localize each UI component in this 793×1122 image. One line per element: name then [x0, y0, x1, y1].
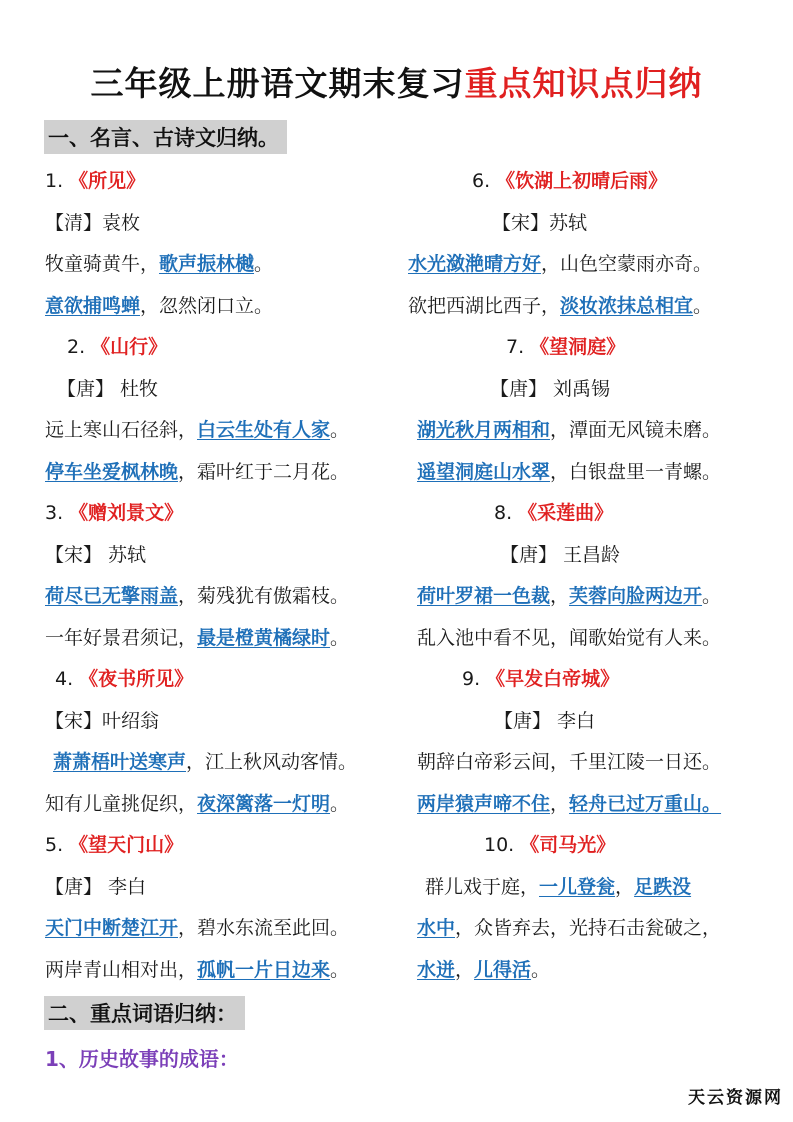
verse-text: 欲把西湖比西子，	[408, 294, 561, 317]
poem-title: 《司马光》	[520, 834, 616, 856]
verse-text: 远上寒山石径斜，	[45, 419, 198, 441]
poem-verse-line	[45, 627, 349, 650]
poem-author: 【唐】 王昌龄	[500, 543, 621, 566]
verse-text: 。	[693, 294, 713, 317]
poem-title: 《早发白帝城》	[486, 668, 620, 690]
highlighted-verse: 最是橙黄橘绿时	[197, 626, 331, 649]
highlighted-verse: 意欲捕鸣蝉	[45, 294, 141, 317]
verse-text: ，江上秋风动客情。	[186, 751, 358, 773]
poem-title-line	[472, 170, 667, 193]
highlighted-verse: 孤帆一片日边来	[197, 958, 331, 981]
poem-verse-line	[45, 253, 273, 276]
verse-text: 一年好景君须记，	[45, 626, 198, 649]
poem-verse-line	[417, 461, 721, 484]
verse-text: ，白银盘里一青螺。	[550, 460, 722, 483]
poem-title: 《夜书所见》	[79, 668, 194, 690]
verse-text: 。	[531, 958, 551, 981]
poem-author: 【唐】 刘禹锡	[490, 377, 611, 400]
poem-title: 《山行》	[91, 336, 168, 358]
poem-author: 【清】袁枚	[45, 211, 141, 234]
poem-title-line	[45, 170, 145, 193]
poem-title-line	[45, 834, 183, 857]
poem-verse-line	[417, 585, 721, 608]
highlighted-verse: 儿得活	[474, 958, 532, 981]
verse-text: ，菊残犹有傲霜枝。	[178, 585, 350, 607]
poem-verse-line	[408, 253, 712, 276]
poem-author: 【唐】 李白	[45, 875, 147, 898]
poem-verse-line	[417, 627, 721, 650]
poem-verse-line	[417, 419, 721, 442]
verse-text: 牧童骑黄牛，	[45, 253, 160, 275]
poem-title: 《采莲曲》	[518, 502, 614, 524]
section-heading-poems: 一、名言、古诗文归纳。	[44, 120, 287, 154]
poem-verse-line	[417, 751, 721, 774]
page-title-main: 三年级上册语文期末复习	[90, 64, 465, 103]
highlighted-verse: 歌声振林樾	[159, 253, 255, 275]
poem-verse-line	[45, 585, 349, 608]
poem-title-line	[484, 834, 615, 857]
verse-text: 。	[330, 626, 350, 649]
poem-verse-line	[45, 959, 349, 982]
poem-title-line	[506, 336, 625, 359]
poem-number: 1.	[45, 170, 70, 192]
highlighted-verse: 水光潋滟晴方好	[408, 253, 542, 275]
poem-author: 【宋】苏轼	[492, 211, 588, 234]
poem-title: 《望天门山》	[69, 834, 184, 856]
highlighted-verse: 白云生处有人家	[197, 419, 331, 441]
verse-text: 。	[254, 253, 274, 275]
poem-title-line	[55, 668, 193, 691]
verse-text: ，忽然闭口立。	[140, 294, 274, 317]
verse-text: 。	[702, 585, 722, 607]
poem-title-line	[67, 336, 167, 359]
highlighted-verse: 遥望洞庭山水翠	[417, 460, 551, 483]
poem-title-line	[462, 668, 619, 691]
poem-verse-line	[417, 917, 721, 940]
highlighted-verse: 夜深篱落一灯明	[197, 792, 331, 815]
highlighted-verse: 淡妆浓抹总相宜	[560, 294, 694, 317]
poem-number: 5.	[45, 834, 70, 856]
watermark-logo: 天云资源网	[688, 1088, 783, 1108]
poem-author: 【宋】叶绍翁	[45, 709, 160, 732]
poem-title: 《饮湖上初晴后雨》	[496, 170, 668, 192]
highlighted-verse: 荷尽已无擎雨盖	[45, 585, 179, 607]
poem-title: 《望洞庭》	[530, 336, 626, 358]
verse-text: ，	[455, 958, 475, 981]
poem-verse-line	[425, 876, 691, 899]
poem-verse-line	[53, 751, 357, 774]
verse-text: ，霜叶红于二月花。	[178, 460, 350, 483]
highlighted-verse: 一儿登瓮	[539, 875, 616, 898]
verse-text: 。	[330, 419, 350, 441]
poem-verse-line	[45, 793, 349, 816]
section-heading-words: 二、重点词语归纳：	[44, 996, 245, 1030]
page-title-highlight: 重点知识点归纳	[464, 64, 703, 103]
highlighted-verse: 萧萧梧叶送寒声	[53, 751, 187, 773]
page-title	[0, 58, 793, 105]
poem-number: 2.	[67, 336, 92, 358]
poem-verse-line	[417, 959, 550, 982]
poem-number: 4.	[55, 668, 80, 690]
highlighted-verse: 荷叶罗裙一色裁	[417, 585, 551, 607]
highlighted-verse: 足跌没	[634, 875, 692, 898]
poem-title: 《所见》	[69, 170, 146, 192]
poem-title-line	[494, 502, 613, 525]
poem-verse-line	[45, 419, 349, 442]
poem-number: 8.	[494, 502, 519, 524]
verse-text: ，山色空蒙雨亦奇。	[541, 253, 713, 275]
poem-title: 《赠刘景文》	[69, 502, 184, 524]
poem-verse-line	[408, 295, 712, 318]
highlighted-verse: 湖光秋月两相和	[417, 419, 551, 441]
verse-text: ，众皆弃去，光持石击瓮破之，	[455, 917, 722, 939]
verse-text: ，	[615, 875, 635, 898]
verse-text: ，	[550, 585, 570, 607]
poem-verse-line	[45, 461, 349, 484]
verse-text: 两岸青山相对出，	[45, 958, 198, 981]
poem-title-line	[45, 502, 183, 525]
poem-number: 3.	[45, 502, 70, 524]
highlighted-verse: 芙蓉向脸两边开	[569, 585, 703, 607]
poem-number: 6.	[472, 170, 497, 192]
highlighted-verse: 天门中断楚江开	[45, 917, 179, 939]
poem-author: 【唐】 杜牧	[57, 377, 159, 400]
poem-author: 【宋】 苏轼	[45, 543, 147, 566]
subsection-heading-idioms: 1、历史故事的成语：	[45, 1047, 239, 1071]
verse-text: 乱入池中看不见，闻歌始觉有人来。	[417, 626, 722, 649]
verse-text: 。	[330, 958, 350, 981]
verse-text: 朝辞白帝彩云间，千里江陵一日还。	[417, 751, 722, 773]
verse-text: ，碧水东流至此回。	[178, 917, 350, 939]
poem-number: 7.	[506, 336, 531, 358]
poem-verse-line	[417, 793, 721, 816]
highlighted-verse: 水迸	[417, 958, 456, 981]
highlighted-verse: 水中	[417, 917, 456, 939]
poem-number: 10.	[484, 834, 521, 856]
poem-verse-line	[45, 295, 273, 318]
poem-verse-line	[45, 917, 349, 940]
poem-author: 【唐】 李白	[494, 709, 596, 732]
verse-text: ，潭面无风镜未磨。	[550, 419, 722, 441]
verse-text: 群儿戏于庭，	[425, 875, 540, 898]
verse-text: 。	[330, 792, 350, 815]
highlighted-verse: 两岸猿声啼不住	[417, 792, 551, 815]
highlighted-verse: 轻舟已过万重山。	[569, 792, 722, 815]
verse-text: 知有儿童挑促织，	[45, 792, 198, 815]
highlighted-verse: 停车坐爱枫林晚	[45, 460, 179, 483]
verse-text: ，	[550, 792, 570, 815]
poem-number: 9.	[462, 668, 487, 690]
